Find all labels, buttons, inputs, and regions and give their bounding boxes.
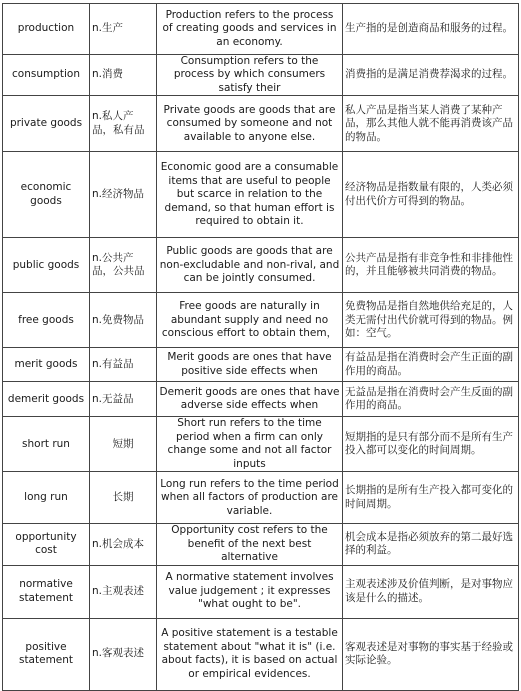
table-row [3,96,519,152]
chinese-definition-cell: 短期指的是只有部分而不是所有生产投入都可以变化的时间周期。 [343,417,519,472]
english-definition-cell: Free goods are naturally in abundant supply and need no conscious effort to obtain them， [157,293,343,348]
english-definition-cell: Short run refers to the time period when a firm can only change some and not all factor inputs [157,417,343,472]
table-row [3,55,519,96]
english-definition-cell: Public goods are goods that are non-excludable and non-rival, and can be jointly consumed. [157,238,343,293]
chinese-definition-cell: 无益品是指在消费时会产生反面的副作用的商品。 [343,382,519,417]
term-cell: demerit goods [3,382,90,417]
chinese-term-cell: n.主观表述 [90,565,157,618]
table-row [3,524,519,565]
term-cell: economic goods [3,152,90,238]
term-cell: opportunity cost [3,524,90,565]
english-definition-cell: A positive statement is a testable statement about "what it is" (i.e. about facts), it is based on actual or empirical evidences. [157,618,343,690]
chinese-term-cell: n.无益品 [90,382,157,417]
table-row [3,382,519,417]
table-row [3,4,519,55]
chinese-term-cell: 短期 [90,417,157,472]
table-row [3,348,519,382]
english-definition-cell: Merit goods are ones that have positive side effects when [157,348,343,382]
chinese-definition-cell: 主观表述涉及价值判断，是对事物应该是什么的描述。 [343,565,519,618]
chinese-term-cell: n.机会成本 [90,524,157,565]
term-cell: positive statement [3,618,90,690]
table-row [3,565,519,618]
chinese-term-cell: n.公共产品，公共品 [90,238,157,293]
chinese-definition-cell: 经济物品是指数量有限的，人类必须付出代价方可得到的物品。 [343,152,519,238]
term-cell: short run [3,417,90,472]
chinese-term-cell: n.私人产品，私有品 [90,96,157,152]
chinese-term-cell: n.免费物品 [90,293,157,348]
chinese-term-cell: n.客观表述 [90,618,157,690]
term-cell: private goods [3,96,90,152]
chinese-term-cell: n.消费 [90,55,157,96]
table-row [3,472,519,524]
chinese-term-cell: n.有益品 [90,348,157,382]
chinese-term-cell: n.经济物品 [90,152,157,238]
chinese-term-cell: 长期 [90,472,157,524]
english-definition-cell: Production refers to the process of creating goods and services in an economy. [157,4,343,55]
english-definition-cell: A normative statement involves value judgement ; it expresses "what ought to be". [157,565,343,618]
chinese-term-cell: n.生产 [90,4,157,55]
glossary-table [2,3,519,691]
english-definition-cell: Long run refers to the time period when all factors of production are variable. [157,472,343,524]
chinese-definition-cell: 私人产品是指当某人消费了某种产品，那么其他人就不能再消费该产品的物品。 [343,96,519,152]
chinese-definition-cell: 有益品是指在消费时会产生正面的副作用的商品。 [343,348,519,382]
term-cell: normative statement [3,565,90,618]
term-cell: production [3,4,90,55]
english-definition-cell: Demerit goods are ones that have adverse side effects when [157,382,343,417]
chinese-definition-cell: 消费指的是满足消费荐渴求的过程。 [343,55,519,96]
chinese-definition-cell: 免费物品是指自然地供给充足的，人类无需付出代价就可得到的物品。例如：空气。 [343,293,519,348]
english-definition-cell: Private goods are goods that are consumed by someone and not available to anyone else. [157,96,343,152]
term-cell: merit goods [3,348,90,382]
chinese-definition-cell: 客观表述是对事物的事实基于经验或实际论验。 [343,618,519,690]
term-cell: long run [3,472,90,524]
table-row [3,293,519,348]
chinese-definition-cell: 长期指的是所有生产投入都可变化的时间周期。 [343,472,519,524]
term-cell: public goods [3,238,90,293]
english-definition-cell: Opportunity cost refers to the benefit of the next best alternative [157,524,343,565]
term-cell: consumption [3,55,90,96]
english-definition-cell: Economic good are a consumable items that are useful to people but scarce in relation to the demand, so that human effort is required to obtain it. [157,152,343,238]
chinese-definition-cell: 机会成本是指必须放弃的第二最好选择的利益。 [343,524,519,565]
chinese-definition-cell: 生产指的是创造商品和服务的过程。 [343,4,519,55]
table-row [3,152,519,238]
table-row [3,618,519,690]
chinese-definition-cell: 公共产品是指有非竞争性和非排他性的，并且能够被共同消费的物品。 [343,238,519,293]
english-definition-cell: Consumption refers to the process by which consumers satisfy their [157,55,343,96]
term-cell: free goods [3,293,90,348]
table-row [3,238,519,293]
table-row [3,417,519,472]
